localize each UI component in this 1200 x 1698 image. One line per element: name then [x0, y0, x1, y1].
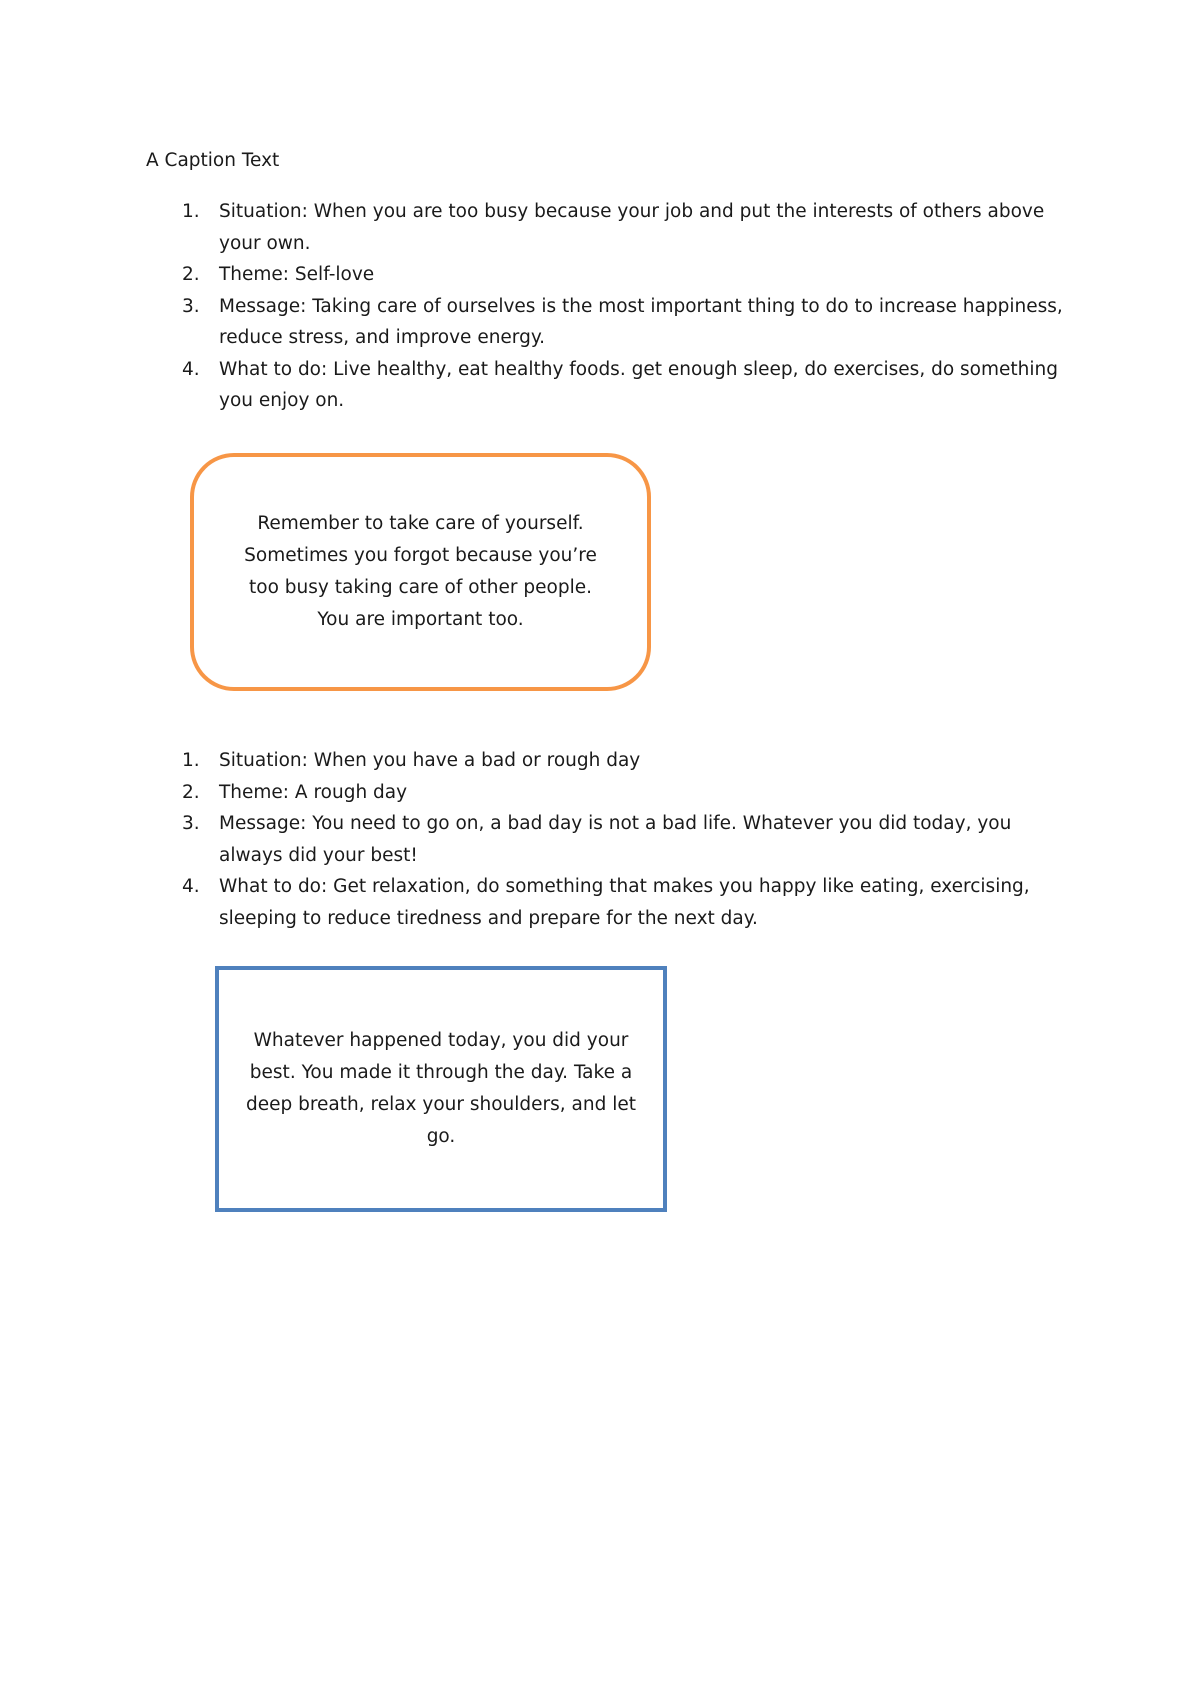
list-number: 2.: [182, 781, 200, 803]
list-item-text: What to do: Live healthy, eat healthy foods. get enough sleep, do exercises, do something you enjoy on.: [219, 358, 1058, 411]
list-item: [146, 871, 1066, 934]
list-item: [146, 259, 1066, 291]
list-item-text: Situation: When you are too busy because your job and put the interests of others above your own.: [219, 201, 1045, 254]
list-item: [146, 745, 1066, 777]
caption-box-text: Whatever happened today, you did your best. You made it through the day. Take a deep breath, relax your shoulders, and let go.: [245, 1030, 637, 1147]
list-number: 4.: [182, 876, 200, 897]
list-item-text: What to do: Get relaxation, do something that makes you happy like eating, exercising, sleeping to reduce tiredness and prepare for the next day.: [219, 876, 1030, 929]
list-item: [146, 354, 1066, 417]
list-item-text: Situation: When you have a bad or rough day: [219, 750, 641, 771]
caption-box-self-love: [190, 453, 651, 691]
caption-box-text: Remember to take care of yourself. Sometimes you forgot because you’re too busy taking care of other people. You are important too.: [244, 513, 597, 630]
list-number: 4.: [182, 358, 200, 380]
list-number: 3.: [182, 813, 200, 834]
list-item: [146, 808, 1066, 871]
list-item: [146, 196, 1066, 259]
caption-box-rough-day: [215, 966, 667, 1212]
caption-title: A Caption Text: [146, 150, 280, 171]
list-number: 1.: [182, 750, 200, 771]
list-number: 2.: [182, 264, 200, 285]
list-item: [146, 777, 1066, 809]
list-item-text: Message: You need to go on, a bad day is not a bad life. Whatever you did today, you always did your best!: [219, 813, 1012, 866]
list-number: 3.: [182, 295, 200, 317]
list-item-text: Theme: Self-love: [219, 264, 375, 285]
list-item-text: Message: Taking care of ourselves is the most important thing to do to increase happiness, reduce stress, and improve energy.: [219, 295, 1063, 348]
numbered-list-rough-day: [146, 745, 1066, 934]
list-number: 1.: [182, 201, 200, 222]
list-item-text: Theme: A rough day: [219, 781, 408, 803]
list-item: [146, 291, 1066, 354]
numbered-list-self-love: [146, 196, 1066, 417]
